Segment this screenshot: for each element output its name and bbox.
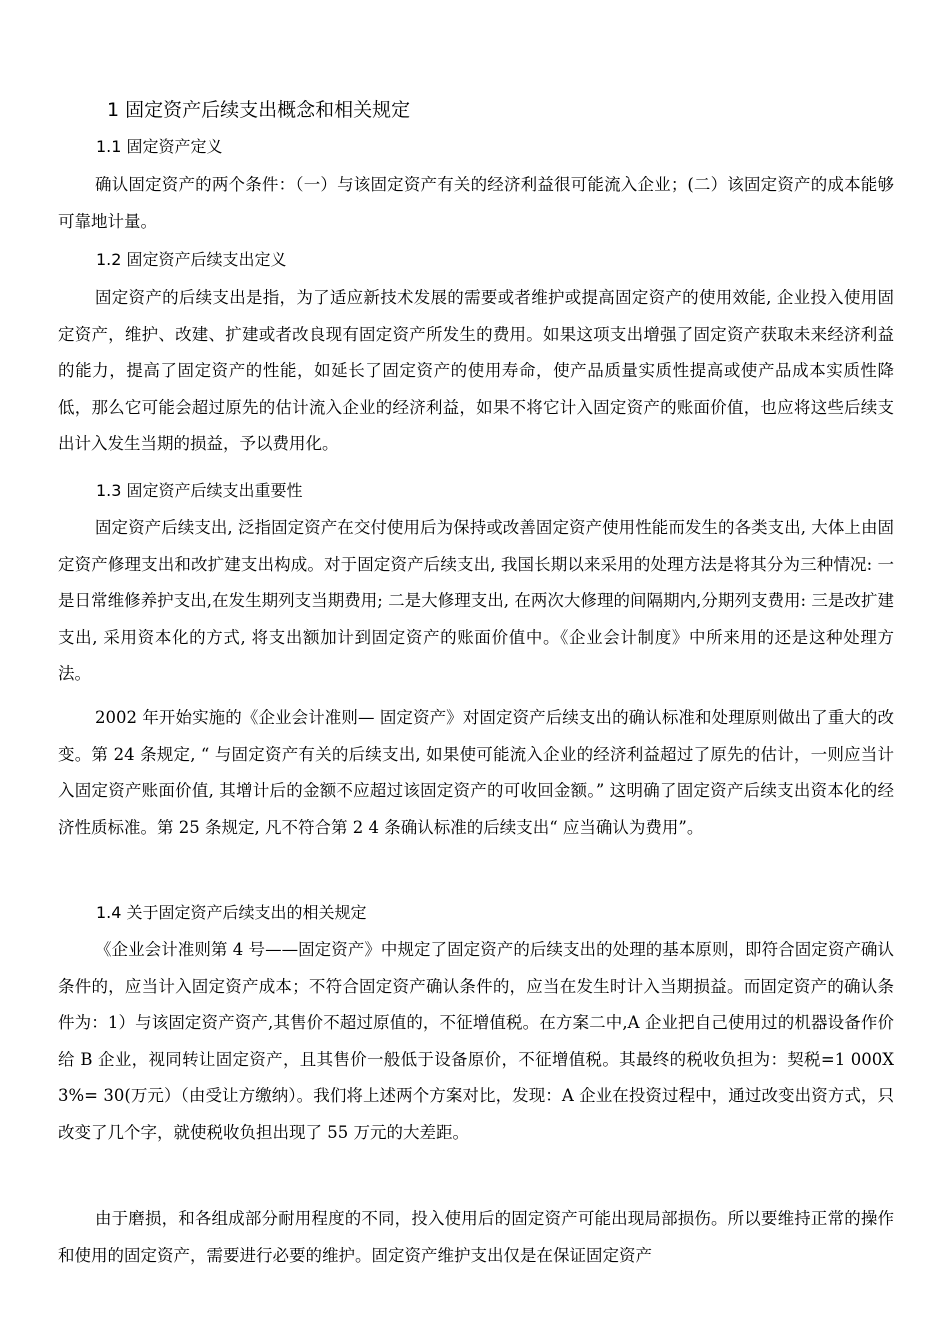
- paragraph: 固定资产后续支出, 泛指固定资产在交付使用后为保持或改善固定资产使用性能而发生的各类支出, 大体上由固定资产修理支出和改扩建支出构成。对于固定资产后续支出, 我国长期以来采用的处理方法是将其分为三种情况: 一是日常维修养护支出,在发生期列支当期费用; 二是大修理支出, 在两次大修理的间隔期内,分期列支费用: 三是改扩建支出, 采用资本化的方式, 将支出额加计到固定资产的账面价值中。《企业会计制度》中所来用的还是这种处理方法。: [58, 518, 894, 683]
- section-heading-1-2: 1.2 固定资产后续支出定义: [96, 250, 287, 269]
- section-heading-1-1: 1.1 固定资产定义: [96, 137, 223, 156]
- paragraph: 确认固定资产的两个条件：（一）与该固定资产有关的经济利益很可能流入企业；(二）该固定资产的成本能够可靠地计量。: [58, 175, 894, 231]
- paragraph: 固定资产的后续支出是指，为了适应新技术发展的需要或者维护或提高固定资产的使用效能, 企业投入使用固定资产，维护、改建、扩建或者改良现有固定资产所发生的费用。如果这项支出增强了固定资产获取未来经济利益的能力，提高了固定资产的性能，如延长了固定资产的使用寿命，使产品质量实质性提高或使产品成本实质性降低，那么它可能会超过原先的估计流入企业的经济利益，如果不将它计入固定资产的账面价值，也应将这些后续支出计入发生当期的损益，予以费用化。: [58, 288, 894, 453]
- section-heading-1-3: 1.3 固定资产后续支出重要性: [96, 481, 303, 500]
- section-heading-1-4: 1.4 关于固定资产后续支出的相关规定: [96, 903, 367, 922]
- paragraph: 2002 年开始实施的《企业会计准则— 固定资产》对固定资产后续支出的确认标准和处理原则做出了重大的改变。第 24 条规定, “ 与固定资产有关的后续支出, 如果使可能流入企业的经济利益超过了原先的估计，一则应当计入固定资产账面价值, 其增计后的金额不应超过该固定资产的可收回金额。” 这明确了固定资产后续支出资本化的经济性质标准。第 25 条规定, 凡不符合第 2 4 条确认标准的后续支出“ 应当确认为费用”。: [58, 708, 894, 837]
- paragraph: 由于磨损，和各组成部分耐用程度的不同，投入使用后的固定资产可能出现局部损伤。所以要维持正常的操作和使用的固定资产，需要进行必要的维护。固定资产维护支出仅是在保证固定资产: [58, 1209, 894, 1265]
- paragraph: 《企业会计准则第 4 号——固定资产》中规定了固定资产的后续支出的处理的基本原则，即符合固定资产确认条件的，应当计入固定资产成本；不符合固定资产确认条件的，应当在发生时计入当期损益。而固定资产的确认条件为：1）与该固定资产资产,其售价不超过原值的，不征增值税。在方案二中,A 企业把自己使用过的机器设备作价给 B 企业，视同转让固定资产，且其售价一般低于设备原价，不征增值税。其最终的税收负担为：契税=1 000X 3%= 30(万元）（由受让方缴纳）。我们将上述两个方案对比，发现：A 企业在投资过程中，通过改变出资方式，只改变了几个字，就使税收负担出现了 55 万元的大差距。: [58, 940, 894, 1142]
- document-title: 1 固定资产后续支出概念和相关规定: [107, 99, 411, 121]
